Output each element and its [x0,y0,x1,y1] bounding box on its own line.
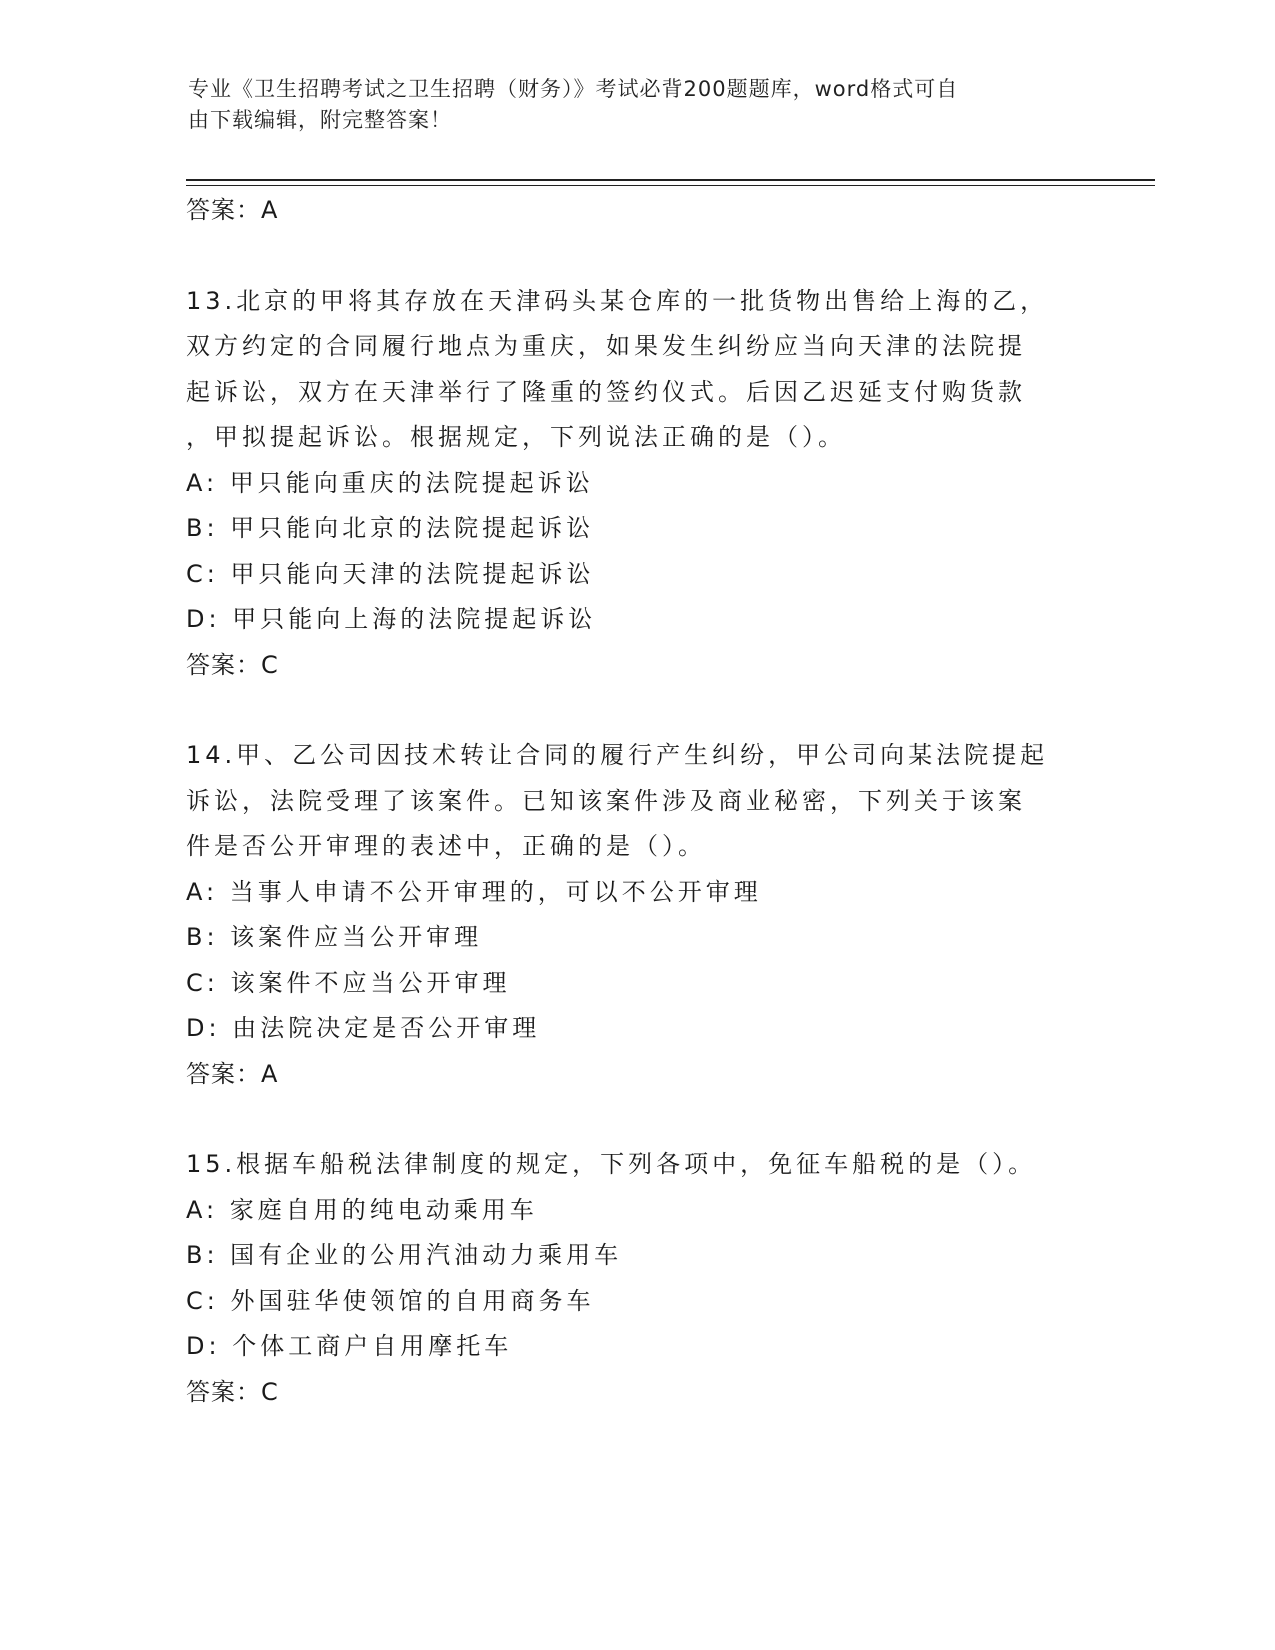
question-text-line: 15.根据车船税法律制度的规定，下列各项中，免征车船税的是（）。 [186,1150,1037,1178]
question-text-line: 双方约定的合同履行地点为重庆，如果发生纠纷应当向天津的法院提 [186,332,1026,360]
header-line-1: 专业《卫生招聘考试之卫生招聘（财务）》考试必背200题题库，word格式可自 [188,77,959,101]
header-line-2: 由下载编辑，附完整答案！ [188,108,452,132]
question-13 [186,279,1086,689]
question-text-line: 件是否公开审理的表述中，正确的是（）。 [186,832,706,860]
option-c: C: 甲只能向天津的法院提起诉讼 [186,559,595,588]
question-text-line: 14.甲、乙公司因技术转让合同的履行产生纠纷，甲公司向某法院提起 [186,741,1049,769]
option-b: B: 国有企业的公用汽油动力乘用车 [186,1241,623,1269]
header-divider-thick [186,179,1155,181]
option-d: D: 由法院决定是否公开审理 [186,1014,541,1042]
document-header [188,74,1068,136]
option-d: D: 个体工商户自用摩托车 [186,1332,513,1360]
question-15 [186,1142,1086,1415]
previous-answer: 答案：A [186,196,279,224]
option-c: C: 该案件不应当公开审理 [186,968,511,997]
answer-label: 答案：C [186,1377,279,1406]
option-c: C: 外国驻华使领馆的自用商务车 [186,1286,595,1315]
answer-label: 答案：C [186,650,279,679]
option-b: B: 甲只能向北京的法院提起诉讼 [186,514,595,542]
option-b: B: 该案件应当公开审理 [186,923,483,951]
question-text-line: ，甲拟提起诉讼。根据规定，下列说法正确的是（）。 [186,423,846,451]
question-14 [186,733,1086,1097]
option-d: D: 甲只能向上海的法院提起诉讼 [186,605,597,633]
document-body [186,188,1086,1415]
header-divider-thin [186,185,1155,186]
option-a: A: 甲只能向重庆的法院提起诉讼 [186,468,594,497]
answer-label: 答案：A [186,1059,279,1088]
question-text-line: 诉讼，法院受理了该案件。已知该案件涉及商业秘密，下列关于该案 [186,786,1026,815]
question-text-line: 13.北京的甲将其存放在天津码头某仓库的一批货物出售给上海的乙， [186,286,1049,315]
option-a: A: 家庭自用的纯电动乘用车 [186,1195,538,1224]
question-text-line: 起诉讼，双方在天津举行了隆重的签约仪式。后因乙迟延支付购货款 [186,377,1026,406]
option-a: A: 当事人申请不公开审理的，可以不公开审理 [186,877,762,906]
